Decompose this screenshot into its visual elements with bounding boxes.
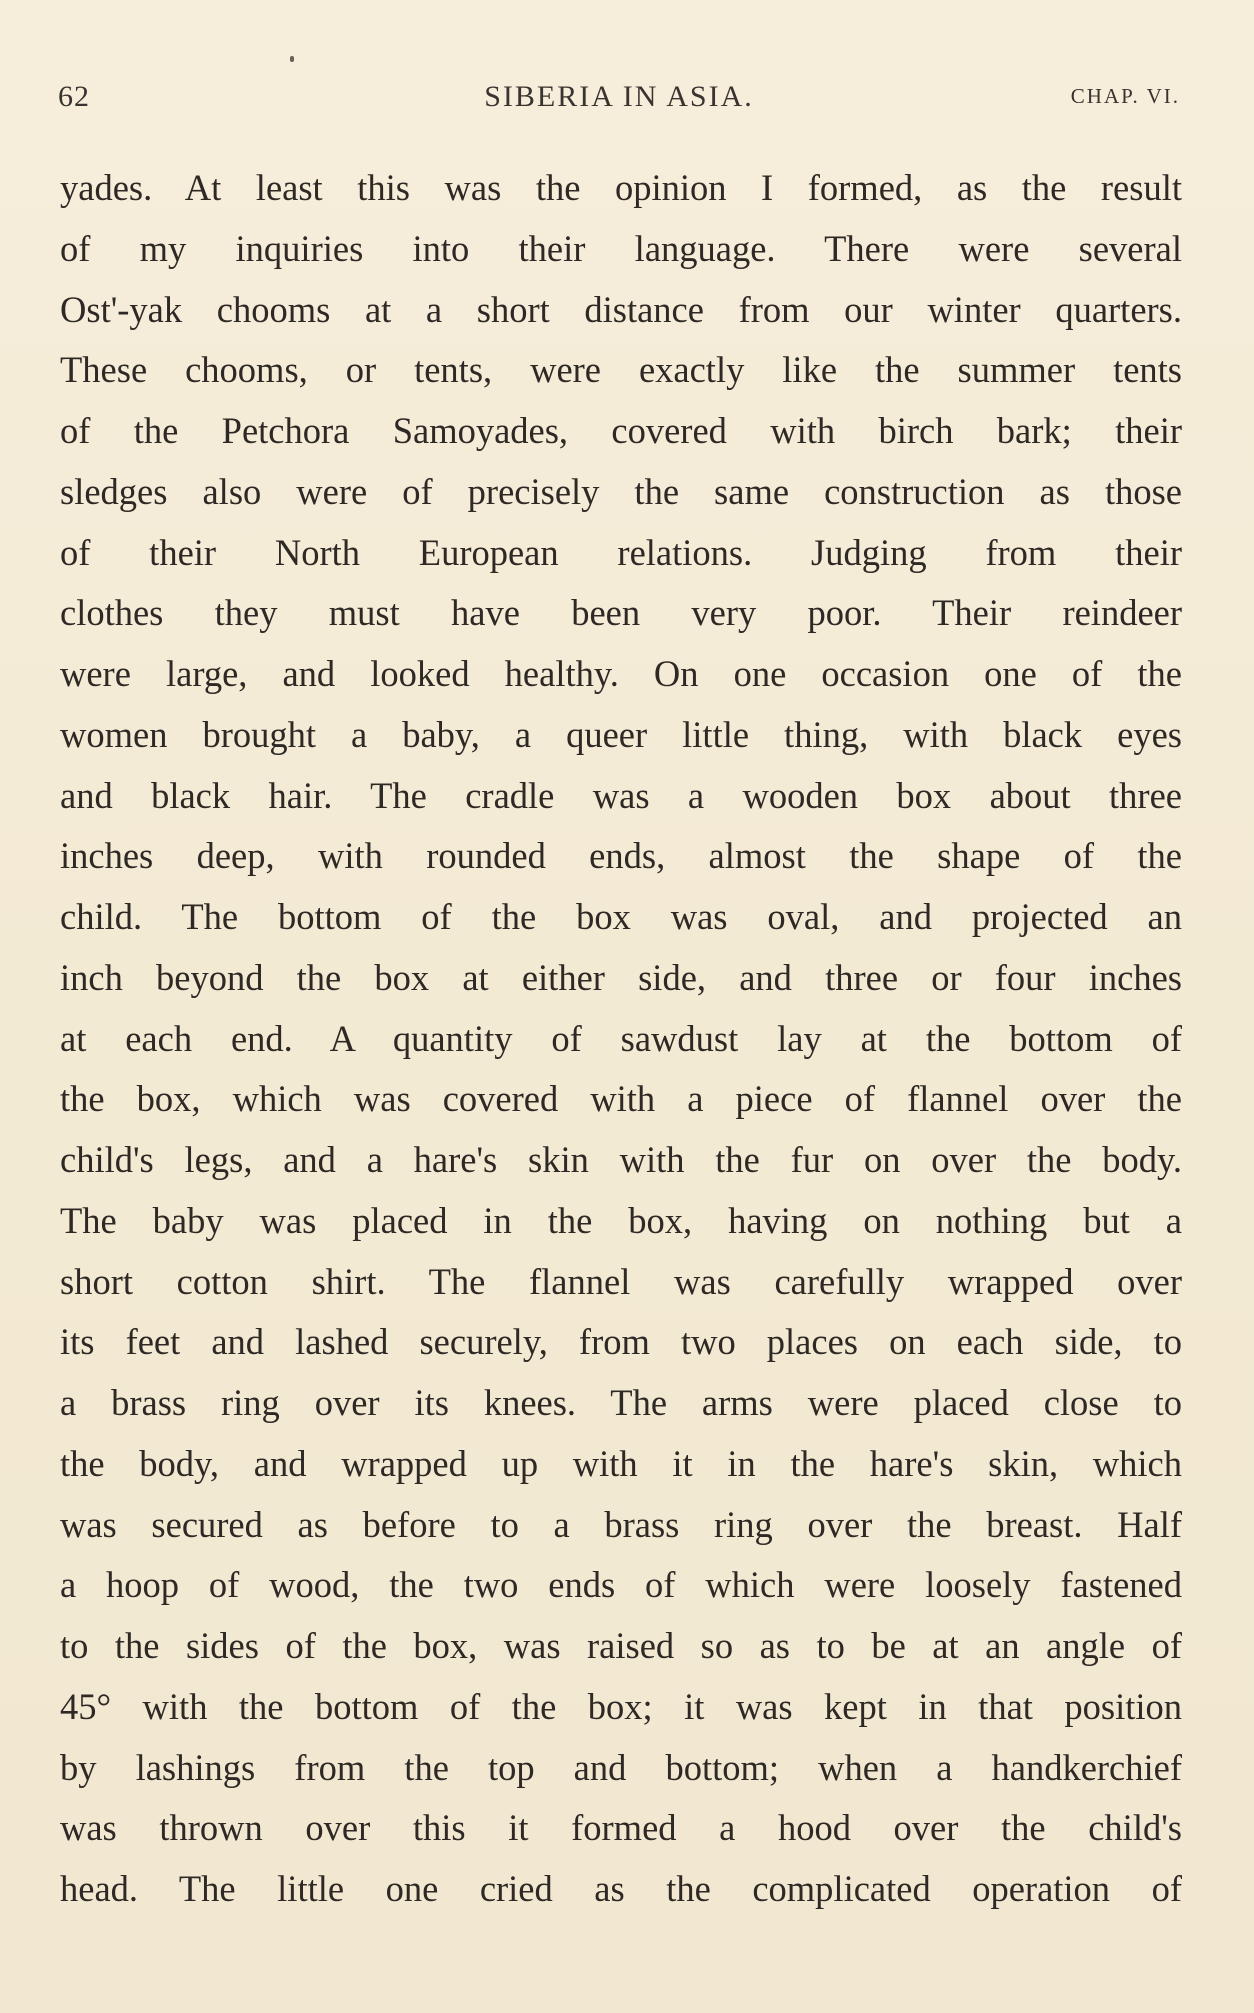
text-line: to the sides of the box, was raised so as to be at an angle of: [60, 1625, 1182, 1666]
body-text: [60, 158, 1182, 1920]
text-line: the body, and wrapped up with it in the hare's skin, which: [60, 1442, 1182, 1484]
text-line: of the Petchora Samoyades, covered with birch bark; their: [60, 410, 1182, 451]
text-line: child's legs, and a hare's skin with the fur on over the body.: [60, 1139, 1182, 1180]
text-line: its feet and lashed securely, from two places on each side, to: [60, 1321, 1182, 1363]
running-head: [58, 80, 1180, 124]
chapter-label: CHAP. VI.: [1070, 84, 1180, 108]
text-line: clothes they must have been very poor. Their reindeer: [60, 592, 1182, 634]
text-line: was secured as before to a brass ring over the breast. Half: [60, 1503, 1182, 1545]
text-line: women brought a baby, a queer little thing, with black eyes: [60, 713, 1182, 755]
text-line: by lashings from the top and bottom; when a handkerchief: [60, 1746, 1182, 1788]
book-title: SIBERIA IN ASIA.: [484, 80, 754, 113]
text-line: head. The little one cried as the complicated operation of: [60, 1868, 1182, 1909]
text-line: The baby was placed in the box, having on nothing but a: [60, 1199, 1182, 1241]
text-line: of my inquiries into their language. There were several: [60, 227, 1182, 269]
text-line: yades. At least this was the opinion I formed, as the result: [60, 167, 1182, 208]
text-line: child. The bottom of the box was oval, and projected an: [60, 896, 1182, 937]
text-line: a hoop of wood, the two ends of which were loosely fastened: [60, 1564, 1182, 1606]
text-line: These chooms, or tents, were exactly like the summer tents: [60, 349, 1182, 391]
text-line: short cotton shirt. The flannel was carefully wrapped over: [60, 1260, 1182, 1302]
ink-speck: [290, 56, 294, 62]
text-line: inches deep, with rounded ends, almost the shape of the: [60, 835, 1182, 877]
text-line: a brass ring over its knees. The arms were placed close to: [60, 1382, 1182, 1423]
text-line: and black hair. The cradle was a wooden box about three: [60, 774, 1182, 816]
text-line: inch beyond the box at either side, and three or four inches: [60, 956, 1182, 998]
page-number: 62: [58, 80, 90, 113]
text-line: Ost'-yak chooms at a short distance from our winter quarters.: [60, 288, 1182, 330]
text-line: was thrown over this it formed a hood over the child's: [60, 1807, 1182, 1849]
text-line: sledges also were of precisely the same construction as those: [60, 470, 1182, 512]
text-line: at each end. A quantity of sawdust lay at the bottom of: [60, 1017, 1182, 1059]
text-line: of their North European relations. Judging from their: [60, 531, 1182, 573]
text-line: the box, which was covered with a piece of flannel over the: [60, 1078, 1182, 1120]
text-line: 45° with the bottom of the box; it was kept in that position: [60, 1685, 1182, 1727]
text-line: were large, and looked healthy. On one occasion one of the: [60, 653, 1182, 694]
